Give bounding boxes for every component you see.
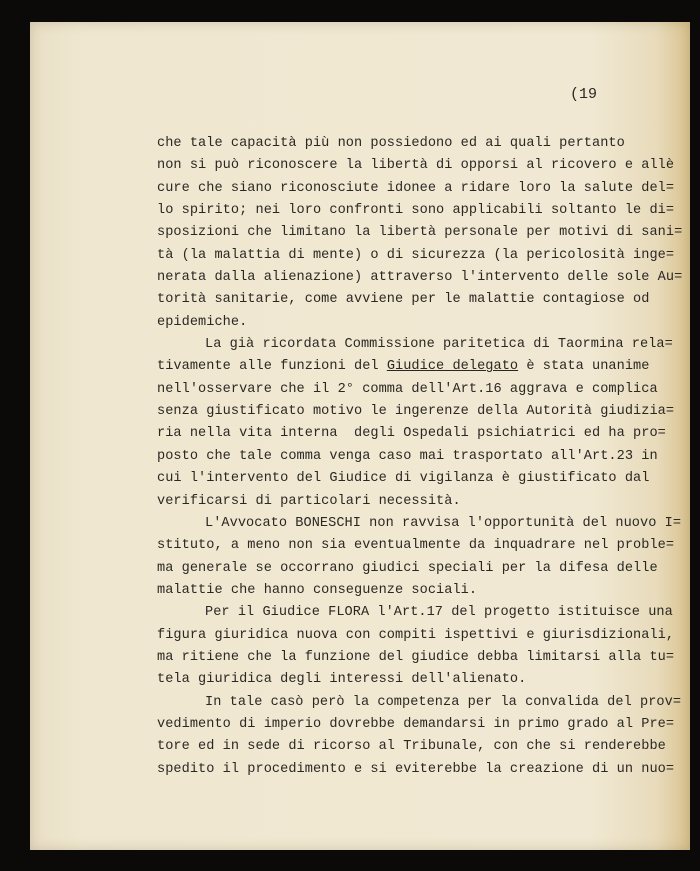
text-line: nell'osservare che il 2° comma dell'Art.16 aggrava e complica	[157, 381, 658, 397]
underlined-term: Giudice delegato	[386, 359, 519, 375]
text-line	[157, 356, 682, 378]
text-line: tela giuridica degli interessi dell'alienato.	[157, 672, 527, 688]
text-line: cui l'intervento del Giudice di vigilanza è giustificato dal	[157, 471, 650, 487]
text-line: tore ed in sede di ricorso al Tribunale, con che si renderebbe	[157, 739, 666, 755]
typewritten-body	[157, 133, 682, 781]
text-line: L'Avvocato BONESCHI non ravvisa l'opportunità del nuovo I=	[205, 515, 682, 531]
text-line: posto che tale comma venga caso mai trasportato all'Art.23 in	[157, 448, 658, 464]
text-line: spedito il procedimento e si eviterebbe la creazione di un nuo=	[157, 761, 675, 777]
text-line: stituto, a meno non sia eventualmente da inquadrare nel proble=	[157, 538, 675, 554]
text-line: ria nella vita interna degli Ospedali psichiatrici ed ha pro=	[157, 426, 666, 442]
text-line: sposizioni che limitano la libertà personale per motivi di sani=	[157, 225, 683, 241]
text-line: nerata dalla alienazione) attraverso l'intervento delle sole Au=	[157, 270, 683, 286]
text-line: figura giuridica nuova con compiti ispettivi e giurisdizionali,	[157, 627, 675, 643]
text-fragment: tivamente alle funzioni del	[157, 359, 387, 375]
text-line: In tale casò però la competenza per la convalida del prov=	[205, 694, 682, 710]
text-line: ma generale se occorrano giudici speciali per la difesa delle	[157, 560, 658, 576]
text-line: torità sanitarie, come avviene per le malattie contagiose od	[157, 292, 650, 308]
text-line: epidemiche.	[157, 314, 248, 330]
text-line: senza giustificato motivo le ingerenze della Autorità giudizia=	[157, 404, 675, 420]
text-line: verificarsi di particolari necessità.	[157, 493, 461, 509]
text-line: Per il Giudice FLORA l'Art.17 del progetto istituisce una	[205, 605, 673, 621]
text-line: lo spirito; nei loro confronti sono applicabili soltanto le di=	[157, 203, 675, 219]
text-line: malattie che hanno conseguenze sociali.	[157, 582, 478, 598]
text-line: non si può riconoscere la libertà di opporsi al ricovero e allè	[157, 158, 675, 174]
text-line: tà (la malattia di mente) o di sicurezza (la pericolosità inge=	[157, 247, 675, 263]
text-line: La già ricordata Commissione paritetica di Taormina rela=	[205, 337, 673, 353]
page-number: (19	[570, 86, 598, 103]
text-line: cure che siano riconosciute idonee a ridare loro la salute del=	[157, 180, 675, 196]
text-line: ma ritiene che la funzione del giudice debba limitarsi alla tu=	[157, 649, 675, 665]
text-fragment: è stata unanime	[518, 359, 650, 375]
text-line: che tale capacità più non possiedono ed ai quali pertanto	[157, 136, 625, 151]
text-line: vedimento di imperio dovrebbe demandarsi in primo grado al Pre=	[157, 716, 675, 732]
